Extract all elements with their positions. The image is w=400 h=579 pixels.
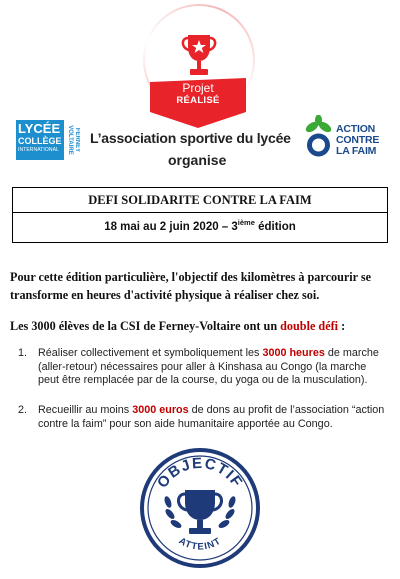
association-heading: L’association sportive du lycée	[90, 130, 291, 146]
trophy-icon	[178, 490, 221, 534]
list-text-after: de marche (aller-retour) nécessaires pour aller à Kinshasa au Congo (la marche peut être remplacée par de la course, du yoga ou de la musculation).	[38, 347, 379, 386]
trophy-icon	[179, 32, 219, 80]
lycee-logo-vertical	[66, 120, 80, 160]
objectif-atteint-stamp	[138, 446, 262, 570]
lycee-logo-vertical-text: FERNEY VOLTAIRE	[67, 125, 80, 155]
challenge-paragraph	[10, 317, 392, 335]
date-suffix: édition	[254, 221, 296, 233]
stamp-bottom-text: ATTEINT	[176, 535, 224, 553]
challenge-text-before: Les 3000 élèves de la CSI de Ferney-Voltaire ont un	[10, 319, 281, 333]
acf-line3: LA FAIM	[336, 145, 377, 157]
challenge-highlight: double défi	[280, 319, 339, 333]
ribbon-text	[150, 82, 246, 107]
list-text-after: de dons au profit de l’association “action contre la faim” pour son aide humanitaire apportée au Congo.	[38, 404, 385, 430]
list-highlight: 3000 euros	[132, 404, 189, 416]
lycee-logo-line1: LYCÉE	[18, 121, 61, 136]
date-prefix: 18 mai au 2 juin 2020 – 3	[104, 221, 238, 233]
acf-line2: CONTRE	[336, 134, 380, 146]
title-divider	[13, 212, 387, 213]
badge-line2: RÉALISÉ	[176, 95, 220, 106]
organise-heading: organise	[168, 152, 227, 168]
list-text-before: Réaliser collectivement et symboliquement les	[38, 347, 263, 359]
lycee-logo-line2: COLLÈGE	[18, 136, 62, 146]
badge-line1: Projet	[182, 81, 214, 95]
list-text	[38, 404, 390, 431]
stamp-top-text: OBJECTIF	[153, 454, 247, 492]
list-number: 1.	[18, 347, 28, 359]
event-date	[13, 218, 387, 233]
acf-line1: ACTION	[336, 123, 376, 135]
leaf-icon	[304, 115, 333, 134]
lycee-logo	[16, 120, 80, 160]
date-superscript: ième	[237, 218, 255, 227]
lycee-logo-box	[16, 120, 64, 160]
intro-paragraph: Pour cette édition particulière, l'objectif des kilomètres à parcourir se transforme en heures d'activité physique à réaliser chez soi.	[10, 270, 372, 302]
challenge-text-after: :	[338, 319, 346, 333]
title-box	[12, 187, 388, 243]
list-highlight: 3000 heures	[262, 347, 325, 359]
acf-logo-text	[336, 124, 379, 157]
list-number: 2.	[18, 404, 28, 416]
lycee-logo-line3: INTERNATIONAL	[18, 147, 59, 153]
list-text	[38, 347, 390, 388]
event-title: DEFI SOLIDARITE CONTRE LA FAIM	[88, 193, 312, 207]
list-text-before: Recueillir au moins	[38, 404, 133, 416]
